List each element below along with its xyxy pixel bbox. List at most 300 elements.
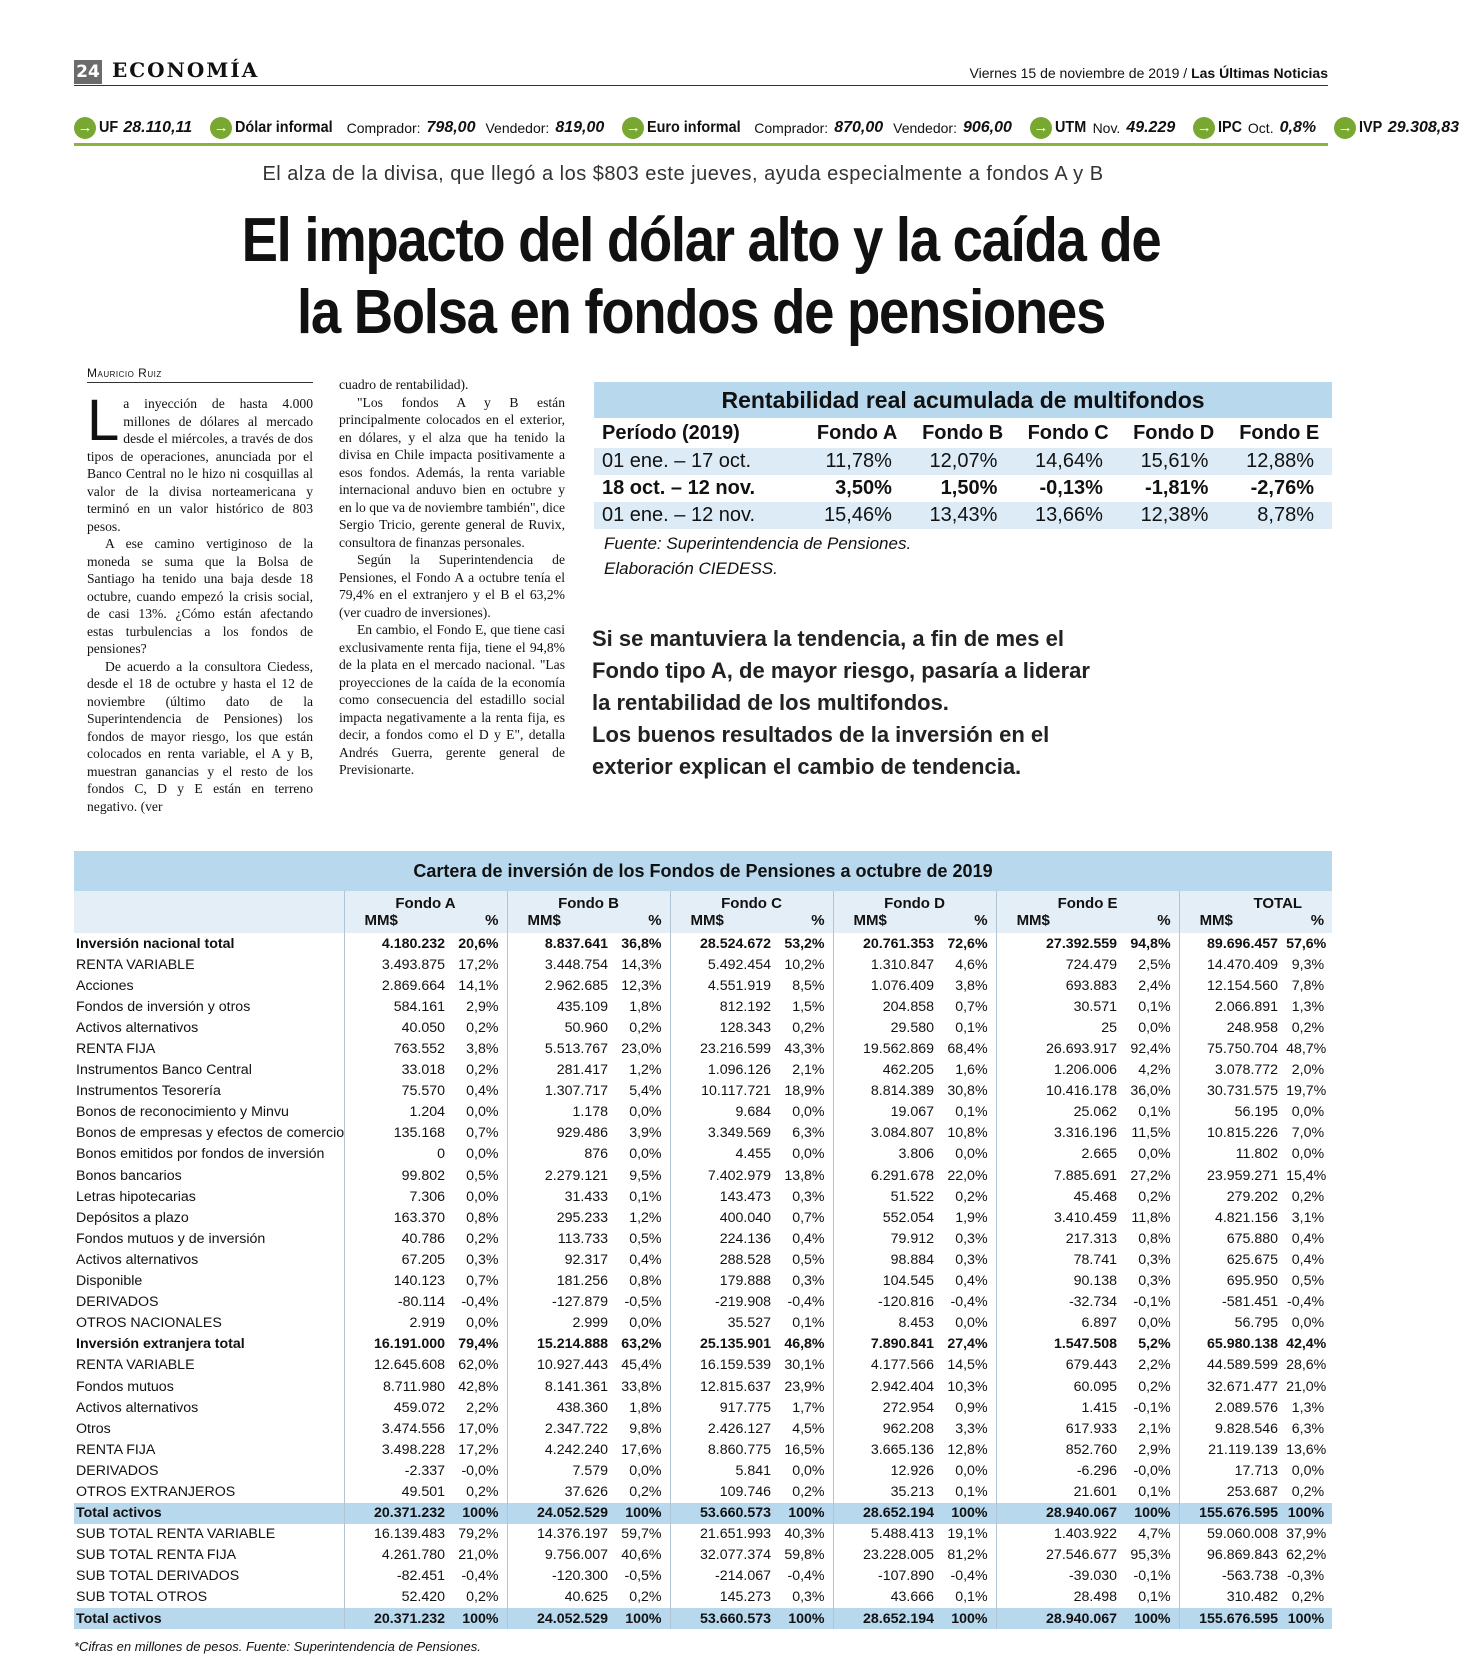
table-cell: 288.528 bbox=[670, 1249, 775, 1270]
table-cell: 100% bbox=[775, 1503, 833, 1524]
table-cell: Instrumentos Tesorería bbox=[76, 1083, 221, 1100]
indicators-bar bbox=[74, 112, 1460, 146]
table-cell: 25.135.901 bbox=[670, 1334, 775, 1355]
table-cell: 9,3% bbox=[1291, 956, 1325, 973]
table-row bbox=[74, 1292, 1332, 1313]
mm-header: MM$ bbox=[507, 912, 612, 933]
table-cell: 52.420 bbox=[344, 1587, 449, 1608]
table-cell: 56.795 bbox=[1179, 1313, 1282, 1334]
table-cell: 12,07% bbox=[910, 448, 1016, 475]
table-cell: 100% bbox=[612, 1503, 670, 1524]
table-cell: 0,5% bbox=[629, 1230, 662, 1247]
table-cell: 14.470.409 bbox=[1179, 954, 1282, 975]
table-cell: 4.180.232 bbox=[344, 933, 449, 954]
rentabilidad-source: Fuente: Superintendencia de Pensiones. Elaboración CIEDESS. bbox=[604, 534, 912, 578]
table-cell: 100% bbox=[449, 1608, 507, 1629]
table-cell: 7,8% bbox=[1291, 977, 1325, 994]
table-cell: 113.733 bbox=[507, 1228, 612, 1249]
table-cell: 1.206.006 bbox=[996, 1060, 1121, 1081]
table-row bbox=[74, 1271, 1332, 1292]
table-cell: 2,2% bbox=[466, 1399, 499, 1416]
table-cell: 1,50% bbox=[940, 477, 998, 499]
table-cell: 48,7% bbox=[1286, 1041, 1327, 1058]
mm-header: MM$ bbox=[996, 912, 1121, 933]
table-cell: 7.579 bbox=[507, 1460, 612, 1481]
table-cell: 181.256 bbox=[507, 1271, 612, 1292]
arrow-right-icon: → bbox=[1030, 117, 1052, 139]
table-cell: 23,9% bbox=[784, 1378, 825, 1395]
table-cell: 917.775 bbox=[670, 1397, 775, 1418]
table-cell: 217.313 bbox=[996, 1228, 1121, 1249]
table-cell: 4.455 bbox=[670, 1144, 775, 1165]
table-cell: 19.067 bbox=[833, 1102, 938, 1123]
table-cell: 13,6% bbox=[1286, 1441, 1327, 1458]
table-row bbox=[74, 1144, 1332, 1165]
pct-header: % bbox=[1282, 912, 1332, 933]
table-cell: 4.551.919 bbox=[670, 975, 775, 996]
table-cell: Bonos de reconocimiento y Minvu bbox=[76, 1104, 289, 1121]
table-cell: 3,3% bbox=[955, 1420, 988, 1437]
table-cell: 23.959.271 bbox=[1179, 1165, 1282, 1186]
table-cell: 75.570 bbox=[344, 1081, 449, 1102]
table-row bbox=[74, 1038, 1332, 1059]
table-cell: 65.980.138 bbox=[1179, 1334, 1282, 1355]
table-cell: 0,7% bbox=[792, 1209, 825, 1226]
table-cell: 9,8% bbox=[629, 1420, 662, 1437]
table-cell: 14,3% bbox=[621, 956, 662, 973]
table-cell: 4,5% bbox=[792, 1420, 825, 1437]
table-cell: 23,0% bbox=[621, 1041, 662, 1058]
indicator-sublabel: Comprador: bbox=[754, 119, 829, 136]
table-cell: -214.067 bbox=[670, 1566, 775, 1587]
table-cell: 15,61% bbox=[1121, 448, 1227, 475]
table-cell: 812.192 bbox=[670, 996, 775, 1017]
table-cell: 1,7% bbox=[792, 1399, 825, 1416]
table-cell: 8.837.641 bbox=[507, 933, 612, 954]
table-row bbox=[74, 1545, 1332, 1566]
table-cell: 0,2% bbox=[466, 1483, 499, 1500]
table-row bbox=[74, 1481, 1332, 1502]
table-cell: Total activos bbox=[74, 1608, 344, 1629]
table-cell: 852.760 bbox=[996, 1439, 1121, 1460]
table-cell: -6.296 bbox=[996, 1460, 1121, 1481]
table-cell: 3.078.772 bbox=[1179, 1060, 1282, 1081]
table-cell: 0,1% bbox=[955, 1589, 988, 1606]
table-cell: 42,8% bbox=[458, 1378, 499, 1395]
table-cell: 1.204 bbox=[344, 1102, 449, 1123]
table-cell: 617.933 bbox=[996, 1418, 1121, 1439]
table-cell: 17,0% bbox=[458, 1420, 499, 1437]
table-cell: 1.547.508 bbox=[996, 1334, 1121, 1355]
header-row-sub bbox=[74, 912, 1332, 933]
table-cell: 11,5% bbox=[1131, 1125, 1171, 1142]
table-cell: 28.652.194 bbox=[833, 1503, 938, 1524]
indicator-0 bbox=[74, 117, 202, 139]
table-cell: RENTA VARIABLE bbox=[76, 1357, 195, 1374]
table-cell: 30.571 bbox=[996, 996, 1121, 1017]
table-cell: 1,9% bbox=[955, 1209, 988, 1226]
table-cell: 62,2% bbox=[1286, 1547, 1327, 1564]
table-cell: Bonos emitidos por fondos de inversión bbox=[76, 1146, 325, 1163]
table-cell: 0,5% bbox=[792, 1251, 825, 1268]
table-cell: 53.660.573 bbox=[670, 1608, 775, 1629]
table-cell: 3,1% bbox=[1291, 1209, 1325, 1226]
table-cell: 0,4% bbox=[466, 1083, 499, 1100]
table-cell: 16.191.000 bbox=[344, 1334, 449, 1355]
table-cell: 0,2% bbox=[955, 1188, 988, 1205]
arrow-right-icon: → bbox=[1334, 117, 1356, 139]
table-cell: 0,2% bbox=[629, 1589, 662, 1606]
table-cell: -219.908 bbox=[670, 1292, 775, 1313]
table-cell: 279.202 bbox=[1179, 1186, 1282, 1207]
paragraph: La inyección de hasta 4.000 millones de dólares al mercado desde el miércoles, a través de dos tipos de operaciones, anunciada por el Banco Central no le hizo ni cosquillas al valor de la divisa norteamericana y terminó en un valor histórico de 803 pesos. bbox=[87, 388, 313, 534]
table-cell: 79.912 bbox=[833, 1228, 938, 1249]
indicator-value: 29.308,83 bbox=[1387, 118, 1460, 136]
table-cell: 59,7% bbox=[621, 1526, 662, 1543]
table-cell: 0,0% bbox=[1291, 1315, 1325, 1332]
table-cell: -0,3% bbox=[1287, 1568, 1325, 1585]
table-cell: 7.890.841 bbox=[833, 1334, 938, 1355]
table-cell: 49.501 bbox=[344, 1481, 449, 1502]
mm-header: MM$ bbox=[344, 912, 449, 933]
table-cell: 30,8% bbox=[947, 1083, 988, 1100]
table-row bbox=[74, 1165, 1332, 1186]
table-cell: 7.306 bbox=[344, 1186, 449, 1207]
table-cell: 0,0% bbox=[1291, 1146, 1325, 1163]
table-cell: 56.195 bbox=[1179, 1102, 1282, 1123]
table-cell: 98.884 bbox=[833, 1249, 938, 1270]
paragraph: "Los fondos A y B están principalmente colocados en el exterior, en dólares, y el alza que ha tenido la divisa en Chile impacta positivamente a esos fondos. Además, la renta variable internacional anduvo bien en octubre y en lo que va de noviembre también", dice Sergio Tricio, gerente general de Ruvix, consultora de finanzas personales. bbox=[339, 394, 565, 550]
indicator-label: UTM bbox=[1054, 118, 1087, 136]
column-header: Fondo B bbox=[922, 421, 1004, 444]
table-cell: 40.625 bbox=[507, 1587, 612, 1608]
table-cell: 2.962.685 bbox=[507, 975, 612, 996]
table-cell: 0,1% bbox=[792, 1315, 825, 1332]
table-cell: 79,2% bbox=[458, 1526, 499, 1543]
table-cell: 17.713 bbox=[1179, 1460, 1282, 1481]
table-cell: 0,4% bbox=[629, 1251, 662, 1268]
table-cell: 12,3% bbox=[621, 977, 662, 994]
table-cell: 2.426.127 bbox=[670, 1418, 775, 1439]
arrow-right-icon: → bbox=[1193, 117, 1215, 139]
table-cell: -2,76% bbox=[1250, 477, 1314, 499]
indicator-value: 0,8% bbox=[1279, 118, 1317, 136]
table-cell: 63,2% bbox=[621, 1336, 662, 1353]
table-cell: 0,3% bbox=[792, 1273, 825, 1290]
table-cell: -39.030 bbox=[996, 1566, 1121, 1587]
table-cell: 2.869.664 bbox=[344, 975, 449, 996]
table-cell: 44.589.599 bbox=[1179, 1355, 1282, 1376]
column-header: Período (2019) bbox=[602, 421, 740, 444]
table-cell: Inversión extranjera total bbox=[76, 1336, 245, 1353]
table-row bbox=[74, 975, 1332, 996]
table-cell: -0,1% bbox=[1133, 1568, 1171, 1585]
table-cell: 92.317 bbox=[507, 1249, 612, 1270]
table-row bbox=[74, 1334, 1332, 1355]
table-cell: 0,0% bbox=[792, 1462, 825, 1479]
table-cell: 100% bbox=[775, 1608, 833, 1629]
table-cell: 2,9% bbox=[1138, 1441, 1171, 1458]
table-cell: 12,88% bbox=[1226, 448, 1332, 475]
table-cell: 0,8% bbox=[1138, 1230, 1171, 1247]
table-cell: 2.942.404 bbox=[833, 1376, 938, 1397]
table-cell: 68,4% bbox=[947, 1041, 988, 1058]
table-cell: 3.474.556 bbox=[344, 1418, 449, 1439]
dateline bbox=[970, 65, 1329, 81]
table-cell: RENTA FIJA bbox=[76, 1441, 156, 1458]
table-cell: 60.095 bbox=[996, 1376, 1121, 1397]
table-cell: 10,3% bbox=[947, 1378, 988, 1395]
table-cell: 75.750.704 bbox=[1179, 1038, 1282, 1059]
table-cell: 0,0% bbox=[1138, 1315, 1171, 1332]
table-cell: 9,5% bbox=[629, 1167, 662, 1184]
arrow-right-icon: → bbox=[622, 117, 644, 139]
table-cell: 6.291.678 bbox=[833, 1165, 938, 1186]
table-cell: 36,8% bbox=[621, 935, 662, 952]
table-cell: 0,0% bbox=[629, 1315, 662, 1332]
table-cell: 10,2% bbox=[784, 956, 825, 973]
table-cell: 3,8% bbox=[955, 977, 988, 994]
table-cell: -82.451 bbox=[344, 1566, 449, 1587]
table-cell: 19,1% bbox=[947, 1526, 988, 1543]
table-cell: Fondos mutuos bbox=[76, 1378, 174, 1395]
table-cell: 0,0% bbox=[466, 1188, 499, 1205]
table-cell: 78.741 bbox=[996, 1249, 1121, 1270]
table-cell: 0,2% bbox=[466, 1019, 499, 1036]
headline-line-2: la Bolsa en fondos de pensiones bbox=[297, 278, 1105, 347]
page-number: 24 bbox=[74, 60, 102, 84]
table-cell: 6,3% bbox=[792, 1125, 825, 1142]
table-cell: Acciones bbox=[76, 977, 134, 994]
table-cell: 145.273 bbox=[670, 1587, 775, 1608]
table-cell: 3,9% bbox=[629, 1125, 662, 1142]
table-cell: 5,4% bbox=[629, 1083, 662, 1100]
table-cell: 128.343 bbox=[670, 1017, 775, 1038]
table-cell: 3.448.754 bbox=[507, 954, 612, 975]
table-cell: 2,1% bbox=[792, 1062, 825, 1079]
table-cell: 155.676.595 bbox=[1179, 1608, 1282, 1629]
group-header: Fondo C bbox=[670, 891, 833, 912]
table-cell: 1,2% bbox=[629, 1062, 662, 1079]
table-cell: 0,2% bbox=[792, 1483, 825, 1500]
table-cell: 10.117.721 bbox=[670, 1081, 775, 1102]
table-cell: -0,4% bbox=[950, 1294, 988, 1311]
indicator-sublabel: Vendedor: bbox=[893, 119, 957, 136]
table-cell: 6,3% bbox=[1291, 1420, 1325, 1437]
table-cell: 0,0% bbox=[955, 1315, 988, 1332]
table-row bbox=[594, 475, 1332, 502]
table-cell: 3.349.569 bbox=[670, 1123, 775, 1144]
table-cell: 4.177.566 bbox=[833, 1355, 938, 1376]
table-cell: DERIVADOS bbox=[76, 1294, 159, 1311]
table-cell: 90.138 bbox=[996, 1271, 1121, 1292]
table-cell: 1,8% bbox=[629, 998, 662, 1015]
table-cell: 0,7% bbox=[955, 998, 988, 1015]
table-cell: 8.453 bbox=[833, 1313, 938, 1334]
table-cell: 8,78% bbox=[1226, 502, 1332, 529]
table-cell: 45,4% bbox=[621, 1357, 662, 1374]
table-cell: 2,5% bbox=[1138, 956, 1171, 973]
table-cell: 0,0% bbox=[466, 1146, 499, 1163]
table-cell: 01 ene. – 12 nov. bbox=[594, 502, 804, 529]
table-cell: 3,50% bbox=[835, 477, 892, 499]
table-cell: 59,8% bbox=[784, 1547, 825, 1564]
table-cell: -0,0% bbox=[461, 1462, 499, 1479]
table-cell: 79,4% bbox=[458, 1336, 499, 1353]
table-cell: 28.940.067 bbox=[996, 1608, 1121, 1629]
indicator-label: Euro informal bbox=[647, 118, 741, 136]
table-cell: 28.940.067 bbox=[996, 1503, 1121, 1524]
table-cell: 100% bbox=[1121, 1608, 1179, 1629]
table-cell: -0,1% bbox=[1133, 1294, 1171, 1311]
table-cell: 99.802 bbox=[344, 1165, 449, 1186]
table-cell: 12.645.608 bbox=[344, 1355, 449, 1376]
pct-header: % bbox=[449, 912, 507, 933]
table-cell: Disponible bbox=[76, 1273, 143, 1290]
table-cell: 0,0% bbox=[1138, 1146, 1171, 1163]
table-cell: 929.486 bbox=[507, 1123, 612, 1144]
table-cell: 109.746 bbox=[670, 1481, 775, 1502]
table-cell: 310.482 bbox=[1179, 1587, 1282, 1608]
table-cell: 0,2% bbox=[629, 1019, 662, 1036]
table-cell: Fondos de inversión y otros bbox=[76, 998, 251, 1015]
table-cell: 2.919 bbox=[344, 1313, 449, 1334]
table-cell: 179.888 bbox=[670, 1271, 775, 1292]
table-row bbox=[74, 1081, 1332, 1102]
table-cell: 12.815.637 bbox=[670, 1376, 775, 1397]
indicator-label: IPC bbox=[1218, 118, 1243, 136]
table-cell: 22,0% bbox=[947, 1167, 988, 1184]
table-cell: Activos alternativos bbox=[76, 1251, 199, 1268]
table-cell: Fondos mutuos y de inversión bbox=[76, 1230, 266, 1247]
group-header: Fondo E bbox=[996, 891, 1179, 912]
table-cell: 4,2% bbox=[1138, 1062, 1171, 1079]
table-cell: 16,5% bbox=[784, 1441, 825, 1458]
table-cell: 0,0% bbox=[955, 1462, 988, 1479]
table-cell: 1.096.126 bbox=[670, 1060, 775, 1081]
table-cell: 0,0% bbox=[792, 1146, 825, 1163]
table-cell: -0,1% bbox=[1133, 1399, 1171, 1416]
table-cell: 10.927.443 bbox=[507, 1355, 612, 1376]
table-cell: 27,2% bbox=[1130, 1167, 1171, 1184]
table-cell: 0,0% bbox=[466, 1104, 499, 1121]
table-cell: Activos alternativos bbox=[76, 1019, 199, 1036]
table-cell: 584.161 bbox=[344, 996, 449, 1017]
table-cell: 100% bbox=[1282, 1608, 1332, 1629]
table-cell: 4,6% bbox=[955, 956, 988, 973]
table-cell: 0,0% bbox=[629, 1146, 662, 1163]
cartera-table bbox=[74, 851, 1332, 1654]
table-cell: 33.018 bbox=[344, 1060, 449, 1081]
table-row bbox=[74, 1439, 1332, 1460]
table-cell: 0,0% bbox=[1138, 1019, 1171, 1036]
table-cell: 14,64% bbox=[1015, 448, 1121, 475]
paragraph: cuadro de rentabilidad). bbox=[339, 377, 469, 392]
indicator-value: 28.110,11 bbox=[123, 118, 193, 136]
table-cell: 11.802 bbox=[1179, 1144, 1282, 1165]
byline: Mauricio Ruiz bbox=[87, 366, 313, 383]
table-cell: 204.858 bbox=[833, 996, 938, 1017]
table-cell: 20.371.232 bbox=[344, 1503, 449, 1524]
table-cell: -1,81% bbox=[1145, 477, 1209, 499]
table-cell: 21.651.993 bbox=[670, 1524, 775, 1545]
column-header: Fondo E bbox=[1239, 421, 1320, 444]
table-cell: 50.960 bbox=[507, 1017, 612, 1038]
paragraph: Según la Superintendencia de Pensiones, el Fondo A a octubre tenía el 79,4% en el extranjero y el B el 63,2% (ver cuadro de inversiones). bbox=[339, 552, 565, 620]
table-cell: 2.089.576 bbox=[1179, 1397, 1282, 1418]
table-cell: 42,4% bbox=[1286, 1336, 1327, 1353]
table-cell: 0 bbox=[344, 1144, 449, 1165]
table-cell: -0,4% bbox=[787, 1568, 825, 1585]
table-cell: 13,8% bbox=[784, 1167, 825, 1184]
table-cell: 679.443 bbox=[996, 1355, 1121, 1376]
table-cell: 143.473 bbox=[670, 1186, 775, 1207]
table-cell: 2,1% bbox=[1138, 1420, 1171, 1437]
dropcap: L bbox=[87, 388, 120, 453]
table-cell: 18,9% bbox=[784, 1083, 825, 1100]
table-cell: OTROS EXTRANJEROS bbox=[76, 1483, 236, 1500]
table-cell: 2,2% bbox=[1138, 1357, 1171, 1374]
table-cell: 46,8% bbox=[784, 1336, 825, 1353]
table-cell: 0,1% bbox=[955, 1019, 988, 1036]
table-cell: 23.216.599 bbox=[670, 1038, 775, 1059]
paragraph: De acuerdo a la consultora Ciedess, desde el 18 de octubre y hasta el 12 de noviembre (último dato de la Superintendencia de Pensiones) los fondos de mayor riesgo, los que están colocados en renta variable, el A y B, muestran ganancias y el resto de los fondos C, D y E están en terreno negativo. (ver bbox=[87, 658, 313, 814]
table-row bbox=[74, 1418, 1332, 1439]
table-row bbox=[74, 1207, 1332, 1228]
table-row bbox=[74, 1355, 1332, 1376]
table-cell: 0,0% bbox=[466, 1315, 499, 1332]
table-cell: 2.066.891 bbox=[1179, 996, 1282, 1017]
table-cell: 13,66% bbox=[1015, 502, 1121, 529]
table-cell: 5.513.767 bbox=[507, 1038, 612, 1059]
table-cell: 0,0% bbox=[1291, 1462, 1325, 1479]
table-cell: 693.883 bbox=[996, 975, 1121, 996]
table-cell: -0,4% bbox=[950, 1568, 988, 1585]
table-cell: 0,2% bbox=[1138, 1188, 1171, 1205]
table-cell: 0,2% bbox=[1291, 1483, 1325, 1500]
page-header bbox=[74, 58, 1328, 86]
table-cell: 0,1% bbox=[1138, 998, 1171, 1015]
indicator-sublabel: Comprador: bbox=[346, 119, 421, 136]
table-cell: 27.392.559 bbox=[996, 933, 1121, 954]
mm-header: MM$ bbox=[833, 912, 938, 933]
table-cell: -2.337 bbox=[344, 1460, 449, 1481]
table-cell: 28.524.672 bbox=[670, 933, 775, 954]
table-cell: RENTA VARIABLE bbox=[76, 956, 195, 973]
table-cell: 15.214.888 bbox=[507, 1334, 612, 1355]
table-cell: 45.468 bbox=[996, 1186, 1121, 1207]
table-cell: 10,8% bbox=[947, 1125, 988, 1142]
cartera-grid bbox=[74, 891, 1332, 1629]
table-cell: SUB TOTAL OTROS bbox=[76, 1589, 208, 1606]
table-cell: 135.168 bbox=[344, 1123, 449, 1144]
table-cell: 11,8% bbox=[1131, 1209, 1171, 1226]
pct-header: % bbox=[1121, 912, 1179, 933]
table-cell: 16.139.483 bbox=[344, 1524, 449, 1545]
table-cell: 0,1% bbox=[1138, 1104, 1171, 1121]
table-cell: 94,8% bbox=[1130, 935, 1171, 952]
table-row bbox=[74, 1587, 1332, 1608]
table-cell: 0,8% bbox=[629, 1273, 662, 1290]
paragraph: A ese camino vertiginoso de la moneda se suma que la Bolsa de Santiago ha tenido una baja desde 18 octubre, cuando empezó la crisis social, de casi 13%. ¿Cómo están afectando estas turbulencias a los fondos de pensiones? bbox=[87, 536, 313, 656]
section-title: ECONOMÍA bbox=[112, 58, 260, 82]
table-cell: 0,5% bbox=[466, 1167, 499, 1184]
rentabilidad-grid bbox=[594, 418, 1332, 529]
table-cell: 1,6% bbox=[955, 1062, 988, 1079]
indicator-4 bbox=[1193, 117, 1326, 139]
table-cell: 100% bbox=[1282, 1503, 1332, 1524]
table-cell: 140.123 bbox=[344, 1271, 449, 1292]
